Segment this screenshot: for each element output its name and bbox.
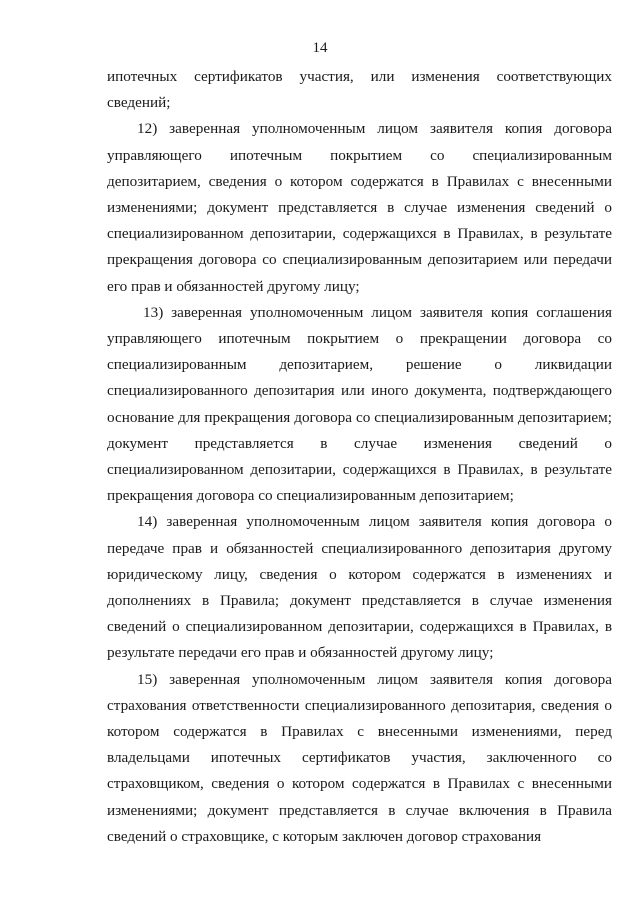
paragraph-item-15: 15) заверенная уполномоченным лицом заявителя копия договора страхования ответственности специализированного депозитария, сведения о котором содержатся в Правилах с внесенными изменениями, перед владельцами ипотечных сертификатов участия, заключенного со страховщиком, сведения о котором содержатся в Правилах с внесенными изменениями; документ представляется в случае включения в Правила сведений о страховщике, с которым заключен договор страхования (107, 670, 612, 845)
paragraph-item-13: 13) заверенная уполномоченным лицом заявителя копия соглашения управляющего ипотечным покрытием о прекращении договора со специализированным депозитарием, решение о ликвидации специализированного депозитария или иного документа, подтверждающего основание для прекращения договора со специализированным депозитарием; документ представляется в случае изменения сведений о специализированном депозитарии, содержащихся в Правилах, в результате прекращения договора со специализированным депозитарием; (107, 303, 612, 505)
page-number: 14 (312, 40, 328, 56)
paragraph-item-14: 14) заверенная уполномоченным лицом заявителя копия договора о передаче прав и обязанностей специализированного депозитария другому юридическому лицу, сведения о котором содержатся в изменениях и дополнениях в Правила; документ представляется в случае изменения сведений о специализированном депозитарии, содержащихся в Правилах, в результате передачи его прав и обязанностей другому лицу; (107, 513, 612, 662)
document-body (107, 64, 612, 850)
paragraph-item-12: 12) заверенная уполномоченным лицом заявителя копия договора управляющего ипотечным покрытием со специализированным депозитарием, сведения о котором содержатся в Правилах с внесенными изменениями; документ представляется в случае изменения сведений о специализированном депозитарии, содержащихся в Правилах, в результате прекращения договора со специализированным депозитарием или передачи его прав и обязанностей другому лицу; (107, 120, 612, 295)
paragraph-continuation: ипотечных сертификатов участия, или изменения соответствующих сведений; (107, 68, 612, 112)
